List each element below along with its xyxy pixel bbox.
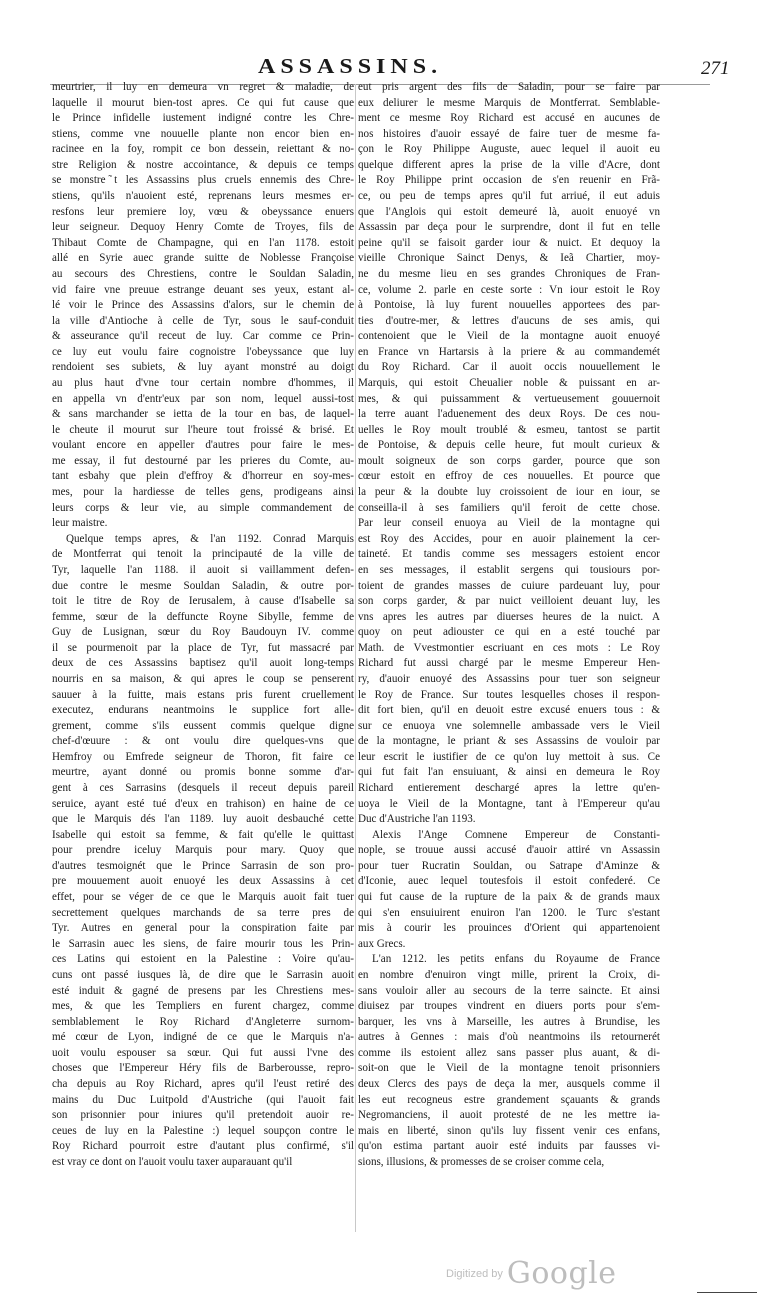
page-number: 271 [701, 58, 730, 79]
text-line: au plus haut d'vne tour certain nombre d'hommes, il [52, 376, 354, 389]
text-line: d'autres tesmoignét que le Prince Sarrasin de son pro- [52, 859, 354, 872]
text-line: uelles le Roy moult troublé & esmeu, tantost se partit [358, 423, 660, 436]
text-line: seruice, ayant esté tué d'eux en trahison) en haine de ce [52, 797, 354, 810]
text-line: aux Grecs. [358, 937, 406, 950]
text-line: choses que l'Empereur Héry fils de Barberousse, repro- [52, 1062, 354, 1075]
text-line: Duc d'Austriche l'an 1193. [358, 813, 476, 826]
text-line: executez, endurans neantmoins le supplice fort alle- [52, 704, 354, 717]
text-line: ces Latins qui estoient en la Palestine : Voire qu'au- [52, 953, 354, 966]
text-line: est Roy des Accides, pour en auoir plainement la cer- [358, 532, 660, 545]
text-line: conseilla-il à ses familiers qu'il feroit de cette chose. [358, 501, 660, 514]
text-line: Assassin par deça pour le surprendre, dont il fut en telle [358, 221, 660, 234]
text-line: lé voir le Prince des Assassins d'alors, sur le chemin de [52, 299, 354, 312]
text-line: le Prince infidelle iustement indigné contre les Chre- [52, 112, 354, 125]
text-line: la terre auant l'aduenement des deux Roys. De ces nou- [358, 408, 660, 421]
text-line: qui s'en ensuiuirent enuiron l'an 1200. le Turc s'estant [358, 906, 660, 919]
text-line: & asseurance qu'il receut de luy. Car comme ce Prin- [52, 330, 354, 343]
text-line: Par leur conseil enuoya au Vieil de la montagne qui [358, 517, 660, 530]
text-line: deux de ces Assassins baptisez qu'il auoit long-temps [52, 657, 354, 670]
text-line: stre Religion & nostre accointance, & depuis ce temps [52, 158, 354, 171]
text-line: en France vn Hartarsis à la priere & au commandemét [358, 345, 660, 358]
text-line: gent à ces Sarrasins (desquels il receut depuis pareil [52, 782, 354, 795]
text-line: leur escrit le iustifier de ce qu'on luy mettoit à sus. Ce [358, 750, 660, 763]
paragraph [52, 532, 354, 1171]
text-line: ne du mesme lieu en ses grandes Chroniques de Fran- [358, 267, 660, 280]
text-line: Math. de Vvestmontier escriuant en ces mots : Le Roy [358, 641, 660, 654]
text-line: Guy de Lusignan, sœur du Roy Baudouyn IV. comme [52, 626, 354, 639]
text-line: d'Iconie, auec lequel toutesfois il estoit confederé. Ce [358, 875, 660, 888]
paragraph [358, 80, 660, 828]
text-line: meurtrier, il luy en demeura vn regret & maladie, de [52, 81, 354, 93]
text-line: dit fort bien, qu'il en deuoit estre excusé enuers tous : & [358, 704, 660, 717]
text-line: le Roy Philippe print occasion de s'en reuenir en Frã- [358, 174, 660, 187]
text-line: grement, comme s'ils eussent commis quelque digne [52, 719, 354, 732]
text-line: il se pourmenoit par la place de Tyr, fut massacré par [52, 641, 354, 654]
text-line: qu'on estima partant auoir esté induits par fausses vi- [358, 1140, 660, 1153]
paragraph [358, 828, 660, 953]
text-line: leur seigneur. Dequoy Henry Comte de Troyes, fils de [52, 221, 354, 234]
text-line: meurtre, ayant donné ou promis bonne somme d'ar- [52, 766, 354, 779]
text-line: vid faire vne preuue estrange deuant ses yeux, estant al- [52, 283, 354, 296]
text-line: & sans marchander se ietta de la tour en bas, de laquel- [52, 408, 354, 421]
text-line: çon le Roy Philippe Auguste, auec lequel il auoit eu [358, 143, 660, 156]
text-line: pre mouuement auoit enuoyé les deux Assassins à cet [52, 875, 354, 888]
text-line: qui fut fait l'an ensuiuant, & ainsi en demeura le Roy [358, 766, 660, 779]
text-line: mes, & que les Templiers en furent chargez, comme [52, 1000, 354, 1013]
text-line: toient de grandes masses de cuiure pardeuant luy, pour [358, 579, 660, 592]
text-line: stiens, comme vne nouuelle plante non encor bien en- [52, 127, 354, 140]
page-edge [697, 1292, 757, 1305]
text-line: eut pris argent des fils de Saladin, pour se faire par [358, 81, 660, 93]
watermark-prefix: Digitized by [446, 1268, 503, 1280]
paragraph [52, 80, 354, 532]
text-line: le Sarrasin auec les siens, de faire mourir tous les Prin- [52, 937, 354, 950]
text-line: de Pontoise, & depuis celle heure, fut moult curieux & [358, 439, 660, 452]
text-line: resfons leur premiere loy, vœu & obeyssance enuers [52, 205, 354, 218]
text-line: nople, se trouue aussi accusé d'auoir attiré vn Assassin [358, 844, 660, 857]
text-line: tant esbahy que plein d'effroy & d'horreur en soy-mes- [52, 470, 354, 483]
text-line: quoy on peut adiouster ce qui en a esté touché par [358, 626, 660, 639]
text-line: vieille Chronique Sainct Denys, & Ieã Chartier, moy- [358, 252, 660, 265]
text-line: moult soigneux de son corps garder, pource que son [358, 454, 660, 467]
text-line: Alexis l'Ange Comnene Empereur de Constanti- [372, 828, 660, 841]
text-line: voulant encore en appeller d'autres pour faire le mes- [52, 439, 354, 452]
text-line: ceues de luy en la Palestine :) lequel soupçon contre le [52, 1124, 354, 1137]
text-line: effet, pour se véger de ce que le Marquis auoit fait tuer [52, 891, 354, 904]
text-line: Thibaut Comte de Champagne, qui en l'an 1178. estoit [52, 236, 354, 249]
google-logo: Google [506, 1256, 617, 1291]
text-line: mains du Duc Luitpold d'Austriche (qui l'auoit fait [52, 1093, 354, 1106]
text-line: ry, d'auoir enuoyé des Assassins pour tuer son seigneur [358, 672, 660, 685]
text-line: eux deliurer le mesme Marquis de Montferrat. Semblable- [358, 96, 660, 109]
text-line: Tyr. Autres en general pour la conspiration faite par [52, 922, 354, 935]
text-line: pour tuer Rucratin Souldan, ou Satrape d'Aminze & [358, 859, 660, 872]
text-line: Richard entierement deschargé apres la lettre qu'en- [358, 782, 660, 795]
text-line: mes, & qui puissamment & vertueusement gouuernoit [358, 392, 660, 405]
text-line: est vray ce dont on l'auoit voulu taxer auparauant qu'il [52, 1155, 293, 1168]
text-line: mais en liberté, sinon qu'ils luy fissent venir ces enfans, [358, 1124, 660, 1137]
text-line: à Pontoise, là luy furent nouuelles apportees des par- [358, 299, 660, 312]
text-line: Richard fut aussi chargé par le mesme Empereur Hen- [358, 657, 660, 670]
text-line: cuns ont passé iusques là, de dire que le Sarrasin auoit [52, 968, 354, 981]
text-line: diuisez par troupes vindrent en diuers ports pour s'em- [358, 1000, 660, 1013]
text-line: que l'Anglois qui estoit demeuré là, auoit enuoyé vn [358, 205, 660, 218]
text-line: la ville d'Antioche à celle de Tyr, sous le sauf-conduit [52, 314, 354, 327]
text-line: peine qu'il se faisoit garder iour & nuict. Et dequoy la [358, 236, 660, 249]
text-line: chef-d'œuure : & ont voulu dire quelques-vns que [52, 735, 354, 748]
text-line: soit-on que le Vieil de la montagne tenoit prisonniers [358, 1062, 660, 1075]
text-line: qui fut cause de la rupture de la paix & de grands maux [358, 891, 660, 904]
text-line: en appella vn d'entr'eux par son nom, lequel aussi-tost [52, 392, 354, 405]
text-line: Tyr, laquelle l'an 1188. il auoit si vaillamment defen- [52, 563, 354, 576]
text-line: le cheute il mourut sur l'heure tout froissé & brisé. Et [52, 423, 354, 436]
text-line: Isabelle qui estoit sa femme, & fait qu'elle le quittast [52, 828, 354, 841]
text-line: femme, sœur de la deffuncte Royne Sibylle, femme de [52, 610, 354, 623]
text-line: de Montferrat qui tenoit la principauté de la ville de [52, 548, 354, 561]
text-line: Roy Richard pourroit estre d'autant plus confirmé, s'il [52, 1140, 354, 1153]
text-line: racinee en la foy, rompit ce bon dessein, reiettant & no- [52, 143, 354, 156]
text-line: leurs corps & leur vie, au simple commandement de [52, 501, 354, 514]
text-line: semblablement le Roy Richard d'Angleterre surnom- [52, 1015, 354, 1028]
text-line: uoit voulu espouser sa sœur. Qui fut aussi l'vne des [52, 1046, 354, 1059]
text-line: vns apres les autres par diuerses heures de la nuict. A [358, 610, 660, 623]
text-line: mes, pour la hardiesse de telles gens, prodigeans ainsi [52, 486, 354, 499]
text-line: esté induit & gagné de presens par les Chrestiens mes- [52, 984, 354, 997]
text-line: comme ils estoient allez sans passer plus auant, & di- [358, 1046, 660, 1059]
text-line: rendoient ses subiets, & luy ayant monstré au doigt [52, 361, 354, 374]
text-line: laquelle il mourut bien-tost apres. Ce qui fut cause que [52, 96, 354, 109]
running-head: ASSASSINS. [258, 56, 443, 79]
text-line: nos histoires d'auoir essayé de faire tuer de mesme fa- [358, 127, 660, 140]
text-line: son corps garder, & par nuict veilloient deuant luy, les [358, 595, 660, 608]
text-line: Marquis, qui estoit Cheualier noble & puissant en ar- [358, 376, 660, 389]
text-line: les eut recogneus estre grandement sçauants & grands [358, 1093, 660, 1106]
text-line: L'an 1212. les petits enfans du Royaume de France [372, 953, 660, 966]
text-line: le Roy de France. Sur toutes lesquelles choses il respon- [358, 688, 660, 701]
text-line: toit le titre de Roy de Ierusalem, à cause d'Isabelle sa [52, 595, 354, 608]
text-line: cha depuis au Roy Richard, apres qu'il l'eust retiré des [52, 1078, 354, 1090]
text-line: en nombre d'enuiron vingt mille, prirent la Croix, di- [358, 968, 660, 981]
text-line: sions, illusions, & promesses de se croiser comme cela, [358, 1155, 605, 1168]
text-line: sauuer à la fuitte, mais estans pris furent cruellement [52, 688, 354, 701]
text-line: nourris en sa maison, & qui apres le coup se penserent [52, 672, 354, 685]
column-divider [355, 84, 356, 1232]
text-line: contenoient que le Vieil de la montagne auoit enuoyé [358, 330, 660, 343]
text-line: leur maistre. [52, 517, 108, 530]
text-line: due contre le mesme Souldan Saladin, & outre por- [52, 579, 354, 592]
text-line: mis à courir les prouinces d'Orient qui appartenoient [358, 922, 660, 935]
text-line: de la montagne, le priant & ses Assassins de vouloir par [358, 735, 660, 748]
paragraph [358, 952, 660, 1170]
text-line: Hemfroy ou Emfrede seigneur de Thoron, fit faire ce [52, 750, 354, 763]
text-line: stiens, qu'ils n'auoient esté, reprenans leurs mesmes er- [52, 190, 354, 203]
text-line: secrettement quelques marchands de sa terre pres de [52, 906, 354, 919]
text-line: me essay, il fut destourné par les prieres du Comte, au- [52, 454, 354, 467]
text-line: son prisonnier pour iniures qu'il pretendoit auoir re- [52, 1109, 354, 1122]
left-column [52, 80, 354, 1170]
text-line: ce, ou peu de temps apres qu'il fut arriué, il eut aduis [358, 190, 660, 203]
text-line: taineté. Et tandis comme ses messagers estoient encor [358, 548, 660, 561]
text-line: sans vouloir aller au secours de la terre saincte. Et ainsi [358, 984, 660, 997]
text-line: du Roy Richard. Car il auoit occis nouuellement le [358, 361, 660, 374]
text-line: barquer, les vns à Marseille, les autres à Brundise, les [358, 1015, 660, 1028]
text-line: la peur & la doubte luy croissoient de iour en iour, se [358, 486, 660, 499]
text-line: pour prendre iceluy Marquis pour mary. Quoy que [52, 844, 354, 857]
text-line: ce luy eut voulu faire cognoistre l'obeyssance que luy [52, 345, 354, 358]
text-line: ment ce mesme Roy Richard est accusé en aucunes de [358, 112, 660, 125]
text-line: que le Marquis dés l'an 1189. luy auoit desbauché cette [52, 813, 354, 826]
text-line: ties d'outre-mer, & lettres d'aucuns de ses amis, qui [358, 314, 660, 327]
text-line: Negromanciens, il auoit protesté de ne les mettre ia- [358, 1109, 660, 1122]
text-line: en ses messages, il establit sergens qui tousiours por- [358, 563, 660, 576]
text-line: quelque different apres la prise de la ville d'Acre, dont [358, 158, 660, 171]
text-line: au secours des Chrestiens, contre le Souldan Saladin, [52, 267, 354, 280]
text-line: allé en Syrie auec grande suitte de Noblesse Françoise [52, 252, 354, 265]
text-line: mé cœur de Lyon, indigné de ce que le Marquis n'a- [52, 1031, 354, 1044]
text-line: cœur estoit en effroy de ces nouuelles. Et pource que [358, 470, 660, 483]
text-line: deux Clercs des pays de deça la mer, ausquels comme il [358, 1078, 660, 1090]
text-line: Quelque temps apres, & l'an 1192. Conrad Marquis [66, 532, 354, 545]
text-line: ce, volume 2. parle en ceste sorte : Vn iour estoit le Roy [358, 283, 660, 296]
text-line: uoya le Vieil de la Montagne, tant à l'Empereur qu'au [358, 797, 660, 810]
digitized-watermark [446, 1256, 617, 1291]
text-line: autres à Gennes : mais d'où neantmoins ils retournerét [358, 1031, 660, 1044]
text-line: se monstre ̃t les Assassins plus cruels ennemis des Chre- [52, 174, 354, 187]
right-column [358, 80, 660, 1170]
text-line: sur ce enuoya vne solemnelle ambassade vers le Vieil [358, 719, 660, 732]
